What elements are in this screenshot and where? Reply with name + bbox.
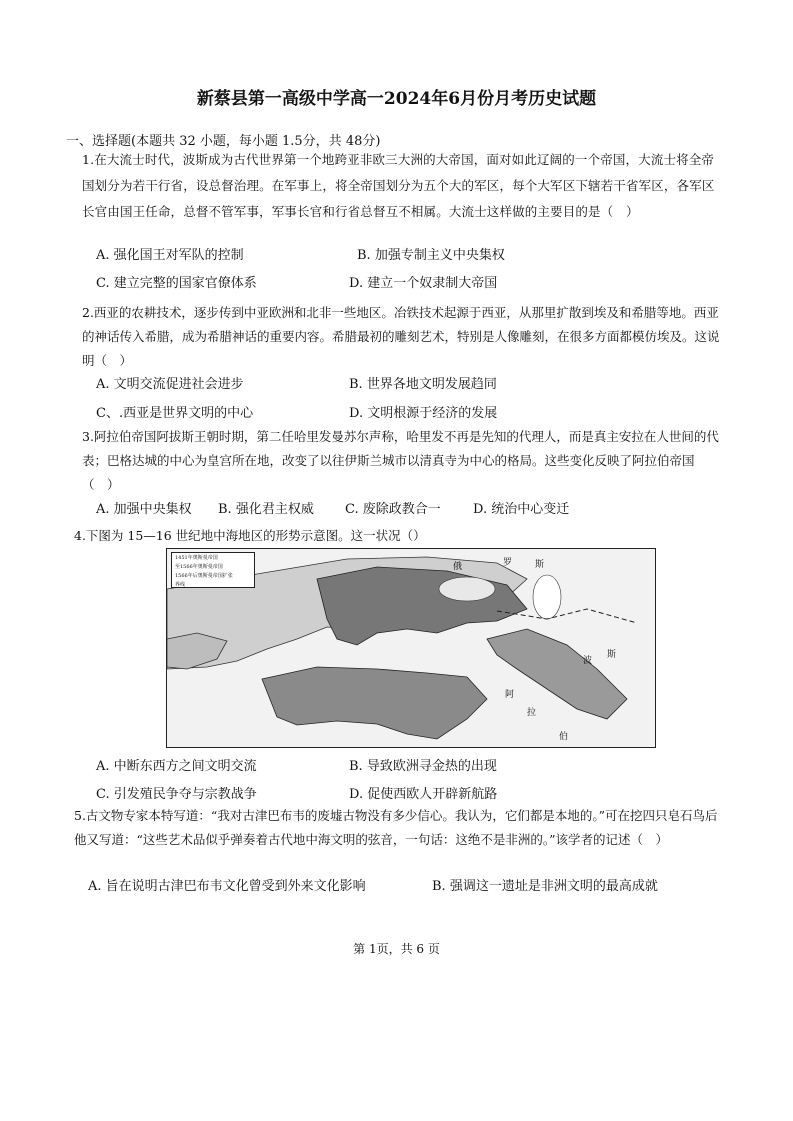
section-heading: 一、选择题(本题共 32 小题，每小题 1.5分，共 48分) bbox=[66, 134, 381, 149]
q1-option-b[interactable]: B. 加强专制主义中央集权 bbox=[357, 248, 505, 263]
mediterranean-map bbox=[166, 548, 656, 748]
q2-option-d[interactable]: D. 文明根源于经济的发展 bbox=[349, 406, 498, 421]
question-1 bbox=[82, 147, 722, 225]
q3-option-c[interactable]: C. 废除政教合一 bbox=[345, 502, 441, 517]
map-label-e: 俄 bbox=[453, 562, 463, 572]
page-title: 新蔡县第一高级中学高一2024年6月份月考历史试题 bbox=[196, 89, 597, 109]
map-legend bbox=[171, 552, 255, 588]
map-label-bo: 伯 bbox=[559, 732, 569, 742]
q2-option-b[interactable]: B. 世界各地文明发展趋同 bbox=[349, 377, 497, 392]
caspian-sea bbox=[533, 575, 561, 619]
q3-option-d[interactable]: D. 统治中心变迁 bbox=[473, 502, 570, 517]
q5-option-b[interactable]: B. 强调这一遗址是非洲文明的最高成就 bbox=[432, 879, 658, 894]
q5-option-a[interactable]: A. 旨在说明古津巴布韦文化曾受到外来文化影响 bbox=[88, 879, 366, 894]
map-label-bo2: 波 bbox=[583, 656, 593, 666]
q1-option-d[interactable]: D. 建立一个奴隶制大帝国 bbox=[349, 276, 498, 291]
legend-row: 至1566年奥斯曼帝国 bbox=[175, 564, 223, 570]
question-2-stem: 2.西亚的农耕技术，逐步传到中亚欧洲和北非一些地区。冶铁技术起源于西亚，从那里扩散到埃及和希腊等地。西亚的神话传入希腊，成为希腊神话的重要内容。希腊最初的雕刻艺术，特别是人像雕刻，在很多方面都模仿埃及。这说明（ ） bbox=[82, 305, 720, 368]
q3-option-a[interactable]: A. 加强中央集权 bbox=[96, 502, 192, 517]
question-4 bbox=[74, 524, 724, 548]
question-5 bbox=[74, 804, 724, 852]
question-4-stem: 4.下图为 15—16 世纪地中海地区的形势示意图。这一状况（） bbox=[74, 528, 426, 543]
question-3-stem: 3.阿拉伯帝国阿拔斯王朝时期，第二任哈里发曼苏尔声称，哈里发不再是先知的代理人，而是真主安拉在人世间的代表；巴格达城的中心为皇宫所在地，改变了以往伊斯兰城市以清真寺为中心的格局。这些变化反映了阿拉伯帝国（ ） bbox=[82, 429, 719, 492]
map-label-la: 拉 bbox=[527, 708, 537, 718]
black-sea bbox=[439, 577, 495, 601]
page-footer: 第 1页，共 6 页 bbox=[353, 942, 440, 956]
question-2 bbox=[82, 301, 722, 373]
map-label-luo: 罗 bbox=[503, 558, 513, 568]
legend-row: 界线 bbox=[175, 582, 186, 588]
q4-option-b[interactable]: B. 导致欧洲寻金热的出现 bbox=[349, 759, 497, 774]
q1-option-a[interactable]: A. 强化国王对军队的控制 bbox=[96, 248, 244, 263]
q2-option-a[interactable]: A. 文明交流促进社会进步 bbox=[96, 377, 244, 392]
q4-option-d[interactable]: D. 促使西欧人开辟新航路 bbox=[349, 787, 498, 802]
q3-option-b[interactable]: B. 强化君主权威 bbox=[218, 502, 314, 517]
q4-option-c[interactable]: C. 引发殖民争夺与宗教战争 bbox=[96, 787, 257, 802]
legend-row: 1566年后奥斯曼帝国扩张 bbox=[175, 573, 233, 579]
question-3 bbox=[82, 425, 722, 497]
question-1-stem: 1.在大流士时代，波斯成为古代世界第一个地跨亚非欧三大洲的大帝国，面对如此辽阔的一个帝国，大流士将全帝国划分为若干行省，设总督治理。在军事上，将全帝国划分为五个大的军区，每个大军区下辖若干省军区，各军区长官由国王任命，总督不管军事，军事长官和行省总督互不相属。大流士这样做的主要目的是（ ） bbox=[82, 152, 715, 219]
question-5-stem: 5.古文物专家本特写道：“我对古津巴布韦的废墟古物没有多少信心。我认为，它们都是本地的。”可在挖四只皂石鸟后他又写道：“这些艺术品似乎弹奏着古代地中海文明的弦音，一句话：这绝不是非洲的。”该学者的记述（ ） bbox=[74, 808, 718, 847]
q4-option-a[interactable]: A. 中断东西方之间文明交流 bbox=[96, 759, 257, 774]
map-label-si: 斯 bbox=[535, 560, 545, 570]
q1-option-c[interactable]: C. 建立完整的国家官僚体系 bbox=[96, 276, 257, 291]
q2-option-c[interactable]: C、.西亚是世界文明的中心 bbox=[96, 406, 254, 421]
legend-row: 1451年奥斯曼帝国 bbox=[175, 555, 218, 561]
map-label-a: 阿 bbox=[505, 690, 515, 700]
map-label-si2: 斯 bbox=[607, 650, 617, 660]
